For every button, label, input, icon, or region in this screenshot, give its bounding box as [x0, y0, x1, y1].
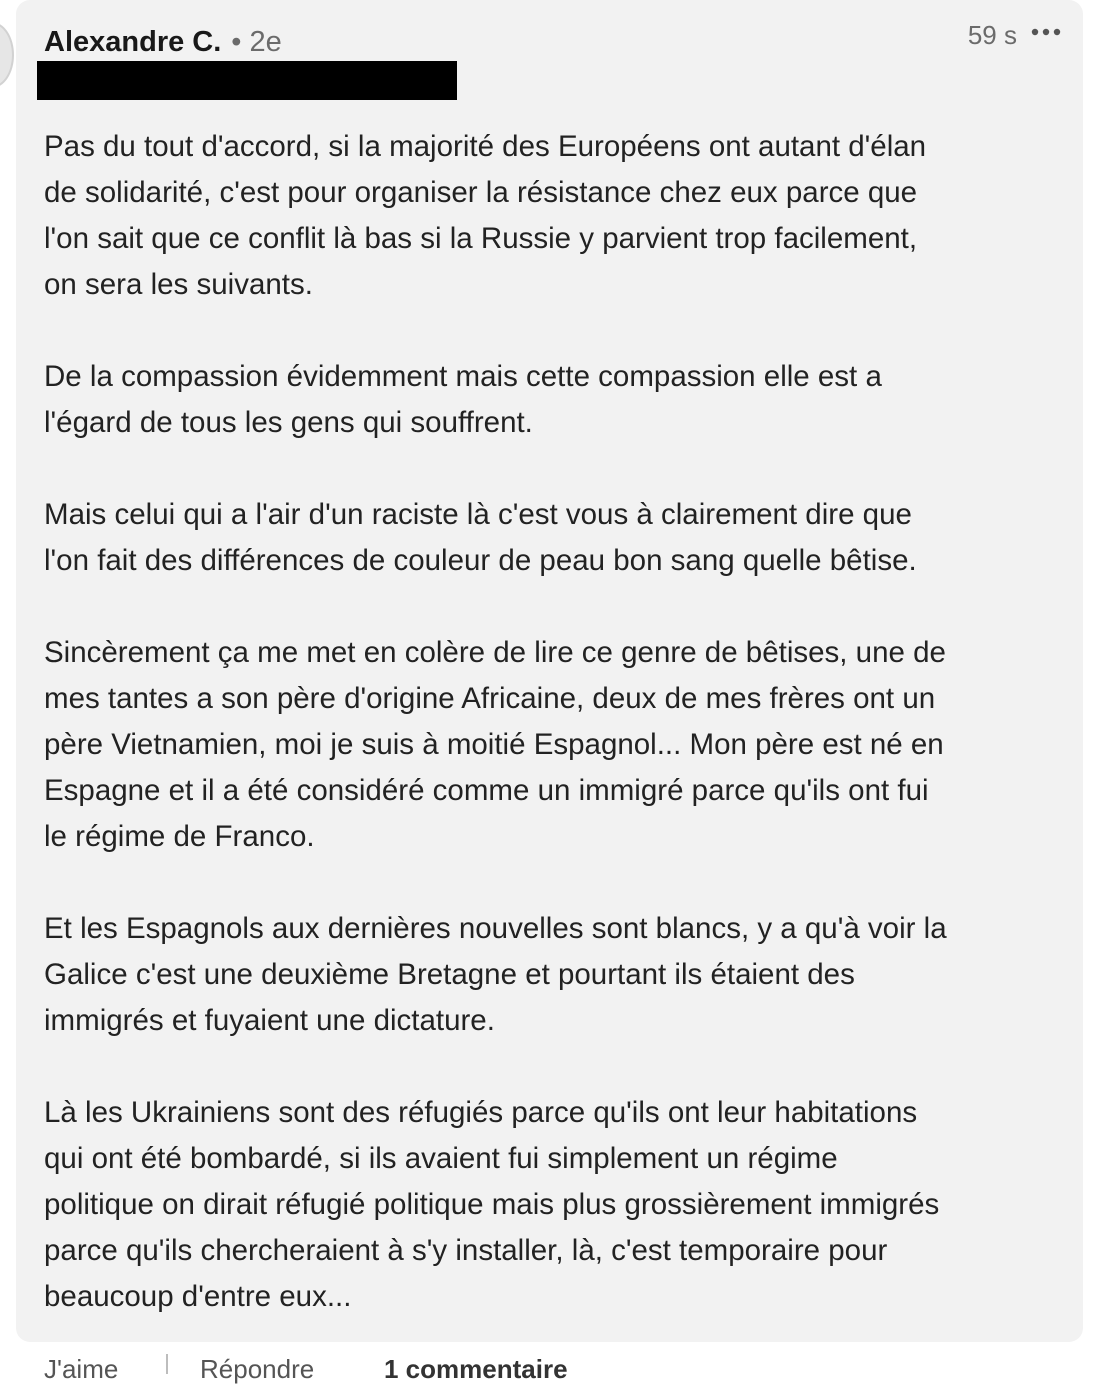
- avatar[interactable]: [0, 22, 14, 88]
- comment-paragraph: Pas du tout d'accord, si la majorité des Européens ont autant d'élan de solidarité, c'est pour organiser la résistance chez eux parce que l'on sait que ce conflit là bas si la Russie y parvient trop facilement, on sera les suivants.: [44, 130, 927, 301]
- comment-timestamp: 59 s: [967, 20, 1017, 50]
- more-horizontal-icon: [1031, 28, 1061, 36]
- comment-paragraph: Là les Ukrainiens sont des réfugiés parce qu'ils ont leur habitations qui ont été bombardé, si ils avaient fui simplement un régime politique on dirait réfugié politique mais plus grossièrement immigrés parce qu'ils chercheraient à s'y installer, là, c'est temporaire pour beaucoup d'entre eux...: [44, 1096, 940, 1313]
- reply-button[interactable]: Répondre: [200, 1354, 315, 1384]
- comment-text: [44, 124, 1054, 1320]
- comment-paragraph: Mais celui qui a l'air d'un raciste là c'est vous à clairement dire que l'on fait des différences de couleur de peau bon sang quelle bêtise.: [44, 498, 917, 577]
- comment-author-row: [44, 26, 282, 59]
- comment-paragraph: De la compassion évidemment mais cette compassion elle est a l'égard de tous les gens qui souffrent.: [44, 360, 882, 439]
- comment-paragraph: Sincèrement ça me met en colère de lire ce genre de bêtises, une de mes tantes a son père d'origine Africaine, deux de mes frères ont un père Vietnamien, moi je suis à moitié Espagnol... Mon père est né en Espagne et il a été considéré comme un immigré parce qu'ils ont fui le régime de Franco.: [44, 636, 946, 853]
- comment-paragraph: Et les Espagnols aux dernières nouvelles sont blancs, y a qu'à voir la Galice c'est une deuxième Bretagne et pourtant ils étaient des immigrés et fuyaient une dictature.: [44, 912, 947, 1037]
- connection-degree: 2e: [249, 26, 282, 58]
- more-options-button[interactable]: [1029, 18, 1063, 46]
- separator-dot: •: [231, 26, 242, 58]
- redacted-headline: [37, 61, 457, 100]
- comment-actions: [0, 1342, 1120, 1384]
- action-divider: [166, 1354, 168, 1374]
- like-button[interactable]: J'aime: [44, 1354, 119, 1384]
- comment-card: [16, 0, 1083, 1342]
- comments-count-link[interactable]: 1 commentaire: [384, 1354, 568, 1384]
- author-name[interactable]: Alexandre C.: [44, 26, 222, 58]
